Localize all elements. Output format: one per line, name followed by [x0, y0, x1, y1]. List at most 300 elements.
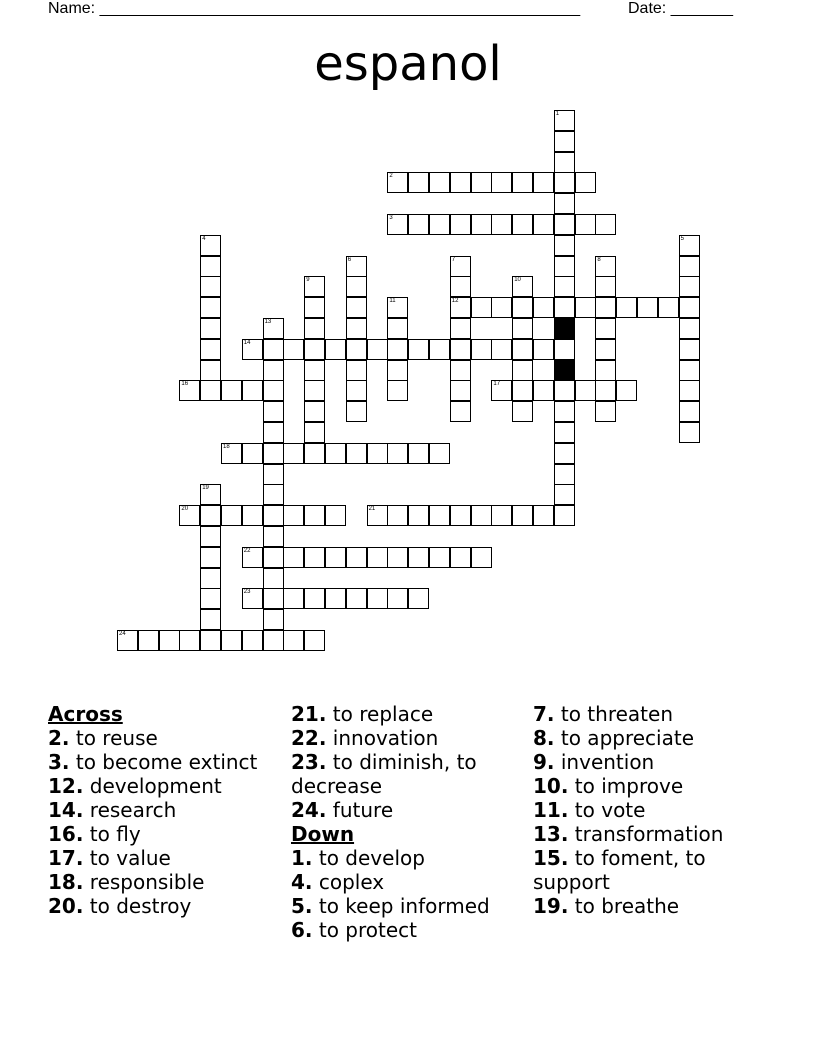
clue-text: coplex: [312, 870, 385, 894]
clue-number-label: 10.: [533, 774, 569, 798]
clue-number-label: 24.: [291, 798, 327, 822]
crossword-cell[interactable]: [554, 443, 575, 464]
crossword-cell[interactable]: [637, 297, 658, 318]
crossword-cell[interactable]: [450, 505, 471, 526]
clue-item: [48, 774, 278, 798]
clue-number: 2: [389, 173, 393, 180]
clue-number: 8: [597, 256, 601, 263]
clue-text: to become extinct: [69, 750, 258, 774]
crossword-cell[interactable]: [616, 380, 637, 401]
clue-number-label: 1.: [291, 846, 313, 870]
crossword-cell[interactable]: [575, 214, 596, 235]
crossword-cell[interactable]: [387, 588, 408, 609]
crossword-cell[interactable]: [283, 547, 304, 568]
crossword-cell[interactable]: [575, 172, 596, 193]
clue-number: 23: [243, 589, 251, 596]
clue-text: to fly: [83, 822, 141, 846]
clue-item: [291, 750, 521, 798]
clue-item: [48, 870, 278, 894]
crossword-cell[interactable]: [387, 339, 408, 360]
clue-number: 6: [347, 256, 352, 263]
crossword-cell[interactable]: [263, 443, 284, 464]
crossword-cell[interactable]: [491, 339, 512, 360]
crossword-cell[interactable]: [263, 464, 284, 485]
clue-item: [533, 894, 763, 918]
crossword-cell[interactable]: [554, 193, 575, 214]
crossword-cell[interactable]: [221, 443, 242, 464]
crossword-cell[interactable]: [408, 547, 429, 568]
crossword-cell[interactable]: [408, 172, 429, 193]
black-square: [554, 318, 575, 339]
crossword-cell[interactable]: [304, 339, 325, 360]
crossword-cell[interactable]: [304, 297, 325, 318]
crossword-cell[interactable]: [512, 380, 533, 401]
crossword-cell[interactable]: [533, 214, 554, 235]
crossword-cell[interactable]: [595, 318, 616, 339]
clue-item: [291, 894, 521, 918]
crossword-cell[interactable]: [387, 443, 408, 464]
crossword-cell[interactable]: [471, 214, 492, 235]
clue-item: [48, 726, 278, 750]
crossword-cell[interactable]: [242, 588, 263, 609]
crossword-cell[interactable]: [346, 401, 367, 422]
crossword-cell[interactable]: [200, 526, 221, 547]
crossword-cell[interactable]: [408, 214, 429, 235]
crossword-cell[interactable]: [554, 297, 575, 318]
crossword-cell[interactable]: [346, 443, 367, 464]
crossword-cell[interactable]: [512, 214, 533, 235]
clue-number-label: 12.: [48, 774, 84, 798]
clue-text: development: [83, 774, 222, 798]
crossword-cell[interactable]: [304, 318, 325, 339]
clue-number-label: 7.: [533, 702, 555, 726]
crossword-cell[interactable]: [554, 464, 575, 485]
clue-number: 22: [243, 547, 251, 554]
crossword-cell[interactable]: [554, 256, 575, 277]
crossword-cell[interactable]: [471, 339, 492, 360]
crossword-cell[interactable]: [595, 214, 616, 235]
crossword-cell[interactable]: [491, 380, 512, 401]
clue-number: 13: [264, 319, 272, 325]
clue-item: [533, 750, 763, 774]
crossword-cell[interactable]: [554, 214, 575, 235]
crossword-cell[interactable]: [533, 505, 554, 526]
clue-text: to breathe: [568, 894, 680, 918]
crossword-cell[interactable]: [387, 505, 408, 526]
clue-text: to vote: [568, 798, 646, 822]
crossword-cell[interactable]: [429, 172, 450, 193]
crossword-cell[interactable]: [283, 443, 304, 464]
crossword-cell[interactable]: [554, 172, 575, 193]
crossword-cell[interactable]: [138, 630, 159, 651]
crossword-cell[interactable]: [595, 380, 616, 401]
crossword-cell[interactable]: [533, 380, 554, 401]
clue-number: 21: [368, 506, 376, 513]
crossword-cell[interactable]: [554, 380, 575, 401]
crossword-cell[interactable]: [512, 339, 533, 360]
clue-text: to protect: [312, 918, 418, 942]
crossword-cell[interactable]: [200, 630, 221, 651]
crossword-cell[interactable]: [408, 339, 429, 360]
crossword-cell[interactable]: [242, 547, 263, 568]
crossword-cell[interactable]: [304, 401, 325, 422]
clues-column-2: [291, 702, 521, 942]
crossword-cell[interactable]: [679, 401, 700, 422]
clue-item: [291, 918, 521, 942]
crossword-cell[interactable]: [346, 339, 367, 360]
clue-number-label: 18.: [48, 870, 84, 894]
clue-number: 18: [223, 443, 230, 450]
crossword-cell[interactable]: [512, 172, 533, 193]
crossword-cell[interactable]: [200, 380, 221, 401]
crossword-cell[interactable]: [512, 276, 533, 297]
clue-number: 9: [306, 277, 310, 284]
crossword-cell[interactable]: [554, 339, 575, 360]
crossword-cell[interactable]: [512, 401, 533, 422]
clue-number-label: 9.: [533, 750, 555, 774]
crossword-cell[interactable]: [242, 380, 263, 401]
clue-number-label: 22.: [291, 726, 327, 750]
crossword-cell[interactable]: [533, 297, 554, 318]
clue-number: 17: [493, 381, 501, 388]
crossword-cell[interactable]: [595, 401, 616, 422]
crossword-cell[interactable]: [200, 235, 221, 256]
clue-text: research: [83, 798, 177, 822]
clue-number: 10: [514, 277, 521, 284]
clue-number: 1: [555, 111, 560, 117]
down-clue-list: [291, 846, 521, 942]
clue-item: [533, 726, 763, 750]
crossword-cell[interactable]: [491, 214, 512, 235]
crossword-cell[interactable]: [200, 276, 221, 297]
crossword-cell[interactable]: [595, 256, 616, 277]
clue-number-label: 13.: [533, 822, 569, 846]
crossword-cell[interactable]: [595, 339, 616, 360]
clue-item: [48, 750, 278, 774]
clues-column-1: [48, 702, 278, 918]
crossword-cell[interactable]: [179, 380, 200, 401]
crossword-cell[interactable]: [283, 588, 304, 609]
crossword-cell[interactable]: [221, 380, 242, 401]
crossword-cell[interactable]: [387, 360, 408, 381]
crossword-cell[interactable]: [283, 505, 304, 526]
clue-text: to foment, to support: [533, 846, 706, 894]
crossword-cell[interactable]: [554, 110, 575, 131]
clue-text: invention: [554, 750, 655, 774]
crossword-cell[interactable]: [263, 380, 284, 401]
crossword-cell[interactable]: [679, 339, 700, 360]
clue-item: [533, 702, 763, 726]
clue-item: [533, 822, 763, 846]
crossword-cell[interactable]: [450, 547, 471, 568]
crossword-cell[interactable]: [679, 380, 700, 401]
clue-item: [291, 846, 521, 870]
clue-number-label: 19.: [533, 894, 569, 918]
crossword-cell[interactable]: [263, 588, 284, 609]
crossword-cell[interactable]: [471, 547, 492, 568]
clue-item: [48, 846, 278, 870]
crossword-cell[interactable]: [200, 256, 221, 277]
crossword-cell[interactable]: [533, 339, 554, 360]
crossword-cell[interactable]: [387, 318, 408, 339]
crossword-cell[interactable]: [471, 297, 492, 318]
clue-number: 11: [389, 298, 396, 305]
crossword-cell[interactable]: [346, 547, 367, 568]
crossword-cell[interactable]: [200, 297, 221, 318]
crossword-cell[interactable]: [679, 360, 700, 381]
crossword-cell[interactable]: [221, 505, 242, 526]
black-square: [554, 360, 575, 381]
crossword-cell[interactable]: [117, 630, 138, 651]
crossword-cell[interactable]: [346, 380, 367, 401]
across-heading: Across: [48, 702, 123, 726]
crossword-cell[interactable]: [595, 276, 616, 297]
name-field-label[interactable]: Name: ______________________________________________________: [48, 0, 581, 17]
crossword-cell[interactable]: [200, 547, 221, 568]
crossword-cell[interactable]: [263, 360, 284, 381]
crossword-cell[interactable]: [554, 484, 575, 505]
crossword-cell[interactable]: [491, 297, 512, 318]
crossword-cell[interactable]: [450, 276, 471, 297]
crossword-cell[interactable]: [408, 588, 429, 609]
clue-number: 12: [451, 298, 459, 305]
crossword-cell[interactable]: [595, 360, 616, 381]
crossword-cell[interactable]: [429, 547, 450, 568]
clue-number-label: 14.: [48, 798, 84, 822]
puzzle-title: espanol: [314, 36, 502, 92]
clue-text: to keep informed: [312, 894, 490, 918]
clue-text: to replace: [326, 702, 434, 726]
crossword-cell[interactable]: [616, 297, 637, 318]
crossword-cell[interactable]: [304, 380, 325, 401]
crossword-cell[interactable]: [200, 588, 221, 609]
crossword-cell[interactable]: [263, 505, 284, 526]
clue-item: [533, 798, 763, 822]
clue-number: 15: [555, 360, 563, 367]
crossword-cell[interactable]: [554, 505, 575, 526]
clue-text: to improve: [568, 774, 684, 798]
clues-column-3: [533, 702, 763, 918]
crossword-cell[interactable]: [263, 547, 284, 568]
crossword-cell[interactable]: [242, 339, 263, 360]
crossword-cell[interactable]: [554, 422, 575, 443]
crossword-cell[interactable]: [159, 630, 180, 651]
clue-number: 14: [243, 339, 251, 346]
crossword-cell[interactable]: [575, 380, 596, 401]
crossword-cell[interactable]: [263, 526, 284, 547]
crossword-cell[interactable]: [263, 422, 284, 443]
crossword-cell[interactable]: [200, 360, 221, 381]
crossword-cell[interactable]: [554, 131, 575, 152]
crossword-cell[interactable]: [263, 401, 284, 422]
crossword-cell[interactable]: [346, 297, 367, 318]
clue-number-label: 5.: [291, 894, 313, 918]
clue-number: 3: [389, 215, 393, 221]
clue-number-label: 4.: [291, 870, 313, 894]
crossword-cell[interactable]: [387, 547, 408, 568]
crossword-cell[interactable]: [263, 484, 284, 505]
crossword-cell[interactable]: [429, 339, 450, 360]
clue-number-label: 3.: [48, 750, 70, 774]
crossword-cell[interactable]: [263, 630, 284, 651]
clue-number-label: 23.: [291, 750, 327, 774]
crossword-cell[interactable]: [179, 505, 200, 526]
crossword-cell[interactable]: [450, 339, 471, 360]
date-field-label[interactable]: Date: _______: [628, 0, 733, 17]
crossword-cell[interactable]: [242, 505, 263, 526]
crossword-cell[interactable]: [408, 443, 429, 464]
crossword-cell[interactable]: [491, 172, 512, 193]
clue-item: [291, 798, 521, 822]
crossword-cell[interactable]: [554, 276, 575, 297]
crossword-cell[interactable]: [429, 505, 450, 526]
crossword-cell[interactable]: [512, 318, 533, 339]
crossword-cell[interactable]: [450, 360, 471, 381]
crossword-cell[interactable]: [346, 588, 367, 609]
crossword-cell[interactable]: [200, 484, 221, 505]
crossword-cell[interactable]: [367, 339, 388, 360]
crossword-cell[interactable]: [512, 505, 533, 526]
crossword-cell[interactable]: [679, 297, 700, 318]
crossword-cell[interactable]: [242, 630, 263, 651]
clue-number-label: 16.: [48, 822, 84, 846]
down-clue-list-continued: [533, 702, 763, 918]
crossword-cell[interactable]: [367, 505, 388, 526]
clue-number: 7: [451, 256, 456, 263]
clue-number: 4: [202, 235, 206, 242]
clue-number: 24: [119, 631, 126, 637]
clue-item: [533, 846, 763, 894]
crossword-cell[interactable]: [387, 172, 408, 193]
crossword-cell[interactable]: [387, 297, 408, 318]
crossword-cell[interactable]: [491, 505, 512, 526]
crossword-cell[interactable]: [450, 172, 471, 193]
crossword-cell[interactable]: [200, 568, 221, 589]
crossword-cell[interactable]: [679, 318, 700, 339]
crossword-cell[interactable]: [304, 276, 325, 297]
crossword-cell[interactable]: [679, 256, 700, 277]
crossword-cell[interactable]: [263, 318, 284, 339]
crossword-cell[interactable]: [679, 235, 700, 256]
crossword-cell[interactable]: [450, 401, 471, 422]
clue-number: 20: [181, 506, 189, 513]
crossword-cell[interactable]: [263, 609, 284, 630]
crossword-cell[interactable]: [304, 443, 325, 464]
clue-text: to appreciate: [554, 726, 694, 750]
crossword-cell[interactable]: [575, 297, 596, 318]
crossword-cell[interactable]: [679, 422, 700, 443]
crossword-cell[interactable]: [325, 505, 346, 526]
crossword-cell[interactable]: [387, 214, 408, 235]
crossword-cell[interactable]: [387, 380, 408, 401]
crossword-cell[interactable]: [304, 422, 325, 443]
crossword-cell[interactable]: [450, 297, 471, 318]
crossword-cell[interactable]: [658, 297, 679, 318]
clue-text: to develop: [312, 846, 425, 870]
crossword-cell[interactable]: [429, 443, 450, 464]
crossword-cell[interactable]: [429, 214, 450, 235]
crossword-cell[interactable]: [450, 380, 471, 401]
crossword-cell[interactable]: [346, 318, 367, 339]
crossword-cell[interactable]: [346, 360, 367, 381]
crossword-cell[interactable]: [533, 172, 554, 193]
crossword-cell[interactable]: [325, 443, 346, 464]
crossword-cell[interactable]: [554, 401, 575, 422]
crossword-cell[interactable]: [679, 276, 700, 297]
clue-number-label: 17.: [48, 846, 84, 870]
clue-number: 5: [680, 235, 684, 242]
crossword-cell[interactable]: [200, 339, 221, 360]
crossword-cell[interactable]: [346, 276, 367, 297]
crossword-cell[interactable]: [346, 256, 367, 277]
crossword-cell[interactable]: [471, 505, 492, 526]
crossword-cell[interactable]: [304, 588, 325, 609]
clue-text: to destroy: [83, 894, 192, 918]
crossword-cell[interactable]: [595, 297, 616, 318]
crossword-cell[interactable]: [200, 505, 221, 526]
crossword-cell[interactable]: [512, 297, 533, 318]
clue-number-label: 8.: [533, 726, 555, 750]
crossword-cell[interactable]: [325, 547, 346, 568]
crossword-cell[interactable]: [450, 214, 471, 235]
crossword-cell[interactable]: [367, 547, 388, 568]
clue-item: [48, 894, 278, 918]
clue-text: future: [326, 798, 394, 822]
clue-text: to threaten: [554, 702, 673, 726]
clue-item: [48, 798, 278, 822]
crossword-cell[interactable]: [325, 588, 346, 609]
crossword-cell[interactable]: [263, 339, 284, 360]
crossword-cell[interactable]: [325, 339, 346, 360]
clue-text: to reuse: [69, 726, 158, 750]
clue-number: 19: [202, 485, 209, 492]
clue-number-label: 20.: [48, 894, 84, 918]
crossword-cell[interactable]: [179, 630, 200, 651]
clue-number-label: 15.: [533, 846, 569, 870]
clue-item: [291, 702, 521, 726]
crossword-cell[interactable]: [283, 630, 304, 651]
crossword-cell[interactable]: [283, 339, 304, 360]
crossword-cell[interactable]: [304, 547, 325, 568]
crossword-cell[interactable]: [221, 630, 242, 651]
crossword-cell[interactable]: [512, 360, 533, 381]
clue-number-label: 21.: [291, 702, 327, 726]
across-clue-list-continued: [291, 702, 521, 822]
clue-number-label: 2.: [48, 726, 70, 750]
clue-item: [291, 726, 521, 750]
crossword-cell[interactable]: [367, 588, 388, 609]
crossword-cell[interactable]: [408, 505, 429, 526]
crossword-cell[interactable]: [200, 318, 221, 339]
crossword-cell[interactable]: [554, 152, 575, 173]
across-clue-list: [48, 726, 278, 918]
clue-text: to value: [83, 846, 171, 870]
crossword-cell[interactable]: [367, 443, 388, 464]
crossword-cell[interactable]: [304, 630, 325, 651]
crossword-cell[interactable]: [450, 256, 471, 277]
crossword-cell[interactable]: [200, 609, 221, 630]
crossword-cell[interactable]: [554, 235, 575, 256]
crossword-cell[interactable]: [471, 172, 492, 193]
crossword-cell[interactable]: [450, 318, 471, 339]
clue-text: innovation: [326, 726, 439, 750]
clue-number-label: 6.: [291, 918, 313, 942]
clue-number: 16: [181, 381, 189, 388]
crossword-cell[interactable]: [263, 568, 284, 589]
crossword-cell[interactable]: [304, 360, 325, 381]
crossword-cell[interactable]: [304, 505, 325, 526]
crossword-cell[interactable]: [242, 443, 263, 464]
